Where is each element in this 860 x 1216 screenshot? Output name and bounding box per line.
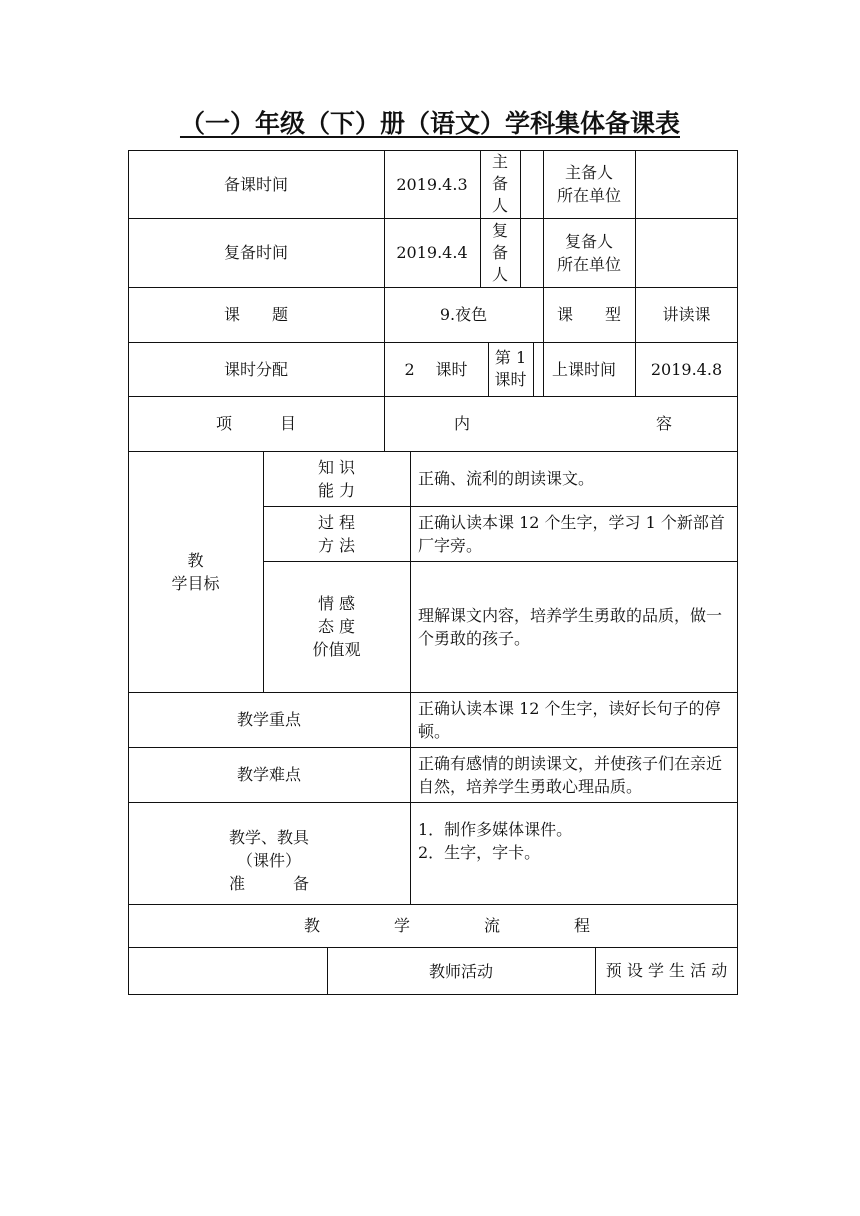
goal-process-label: 过 程 方 法 <box>317 512 356 555</box>
teacher-activity-header: 教师活动 <box>428 961 493 981</box>
goal-process-text: 正确认读本课 12 个生字，学习 1 个新部首厂字旁。 <box>418 512 725 555</box>
main-preparer-unit-value <box>635 150 738 218</box>
teaching-flow-header: 教 学 流 程 <box>304 916 590 935</box>
materials-item: 2．生字，字卡。 <box>418 843 541 862</box>
review-time-label: 复备时间 <box>223 243 288 262</box>
reviewer-unit-label: 复备人 所在单位 <box>556 231 621 274</box>
main-preparer-unit-label: 主备人 所在单位 <box>556 163 621 205</box>
class-time-value: 2019.4.8 <box>650 359 723 379</box>
review-date: 2019.4.4 <box>396 243 468 262</box>
lesson-type-label: 课 型 <box>556 305 621 324</box>
materials-list <box>410 802 738 904</box>
student-activity-header: 预 设 学 生 活 动 <box>605 961 728 980</box>
period-label: 课时分配 <box>223 359 288 379</box>
reviewer-unit-value <box>635 218 738 287</box>
teaching-goals-label: 教 学目标 <box>171 550 220 593</box>
col-divider <box>520 150 521 288</box>
prep-date: 2019.4.3 <box>396 174 468 194</box>
key-point-text: 正确认读本课 12 个生字，读好长句子的停顿。 <box>418 698 721 741</box>
materials-label: 教学、教具 （课件） 准 备 <box>228 827 309 893</box>
lesson-type-value: 讲读课 <box>662 305 711 324</box>
reviewer-label: 复 备 人 <box>491 220 508 284</box>
topic-value: 9.夜色 <box>439 305 488 324</box>
prep-time-label: 备课时间 <box>223 174 288 194</box>
difficulty-label: 教学难点 <box>236 765 301 784</box>
main-preparer-label: 主 备 人 <box>491 152 508 215</box>
period-count: 2 课时 <box>404 359 468 379</box>
key-point-label: 教学重点 <box>236 710 301 729</box>
content-header: 内 容 <box>454 414 672 433</box>
goal-attitude-label: 情 感 态 度 价值观 <box>312 594 361 659</box>
page-title: （一）年级（下）册（语文）学科集体备课表 <box>179 109 680 138</box>
period-which: 第 1 课时 <box>494 348 527 389</box>
goal-knowledge-label: 知 识 能 力 <box>317 457 356 500</box>
item-header: 项 目 <box>215 414 296 433</box>
materials-item: 1．制作多媒体课件。 <box>418 820 573 839</box>
goal-attitude-text: 理解课文内容，培养学生勇敢的品质，做一个勇敢的孩子。 <box>418 605 723 648</box>
topic-label: 课 题 <box>223 305 288 324</box>
class-time-label: 上课时间 <box>551 359 616 379</box>
goal-knowledge-text: 正确、流利的朗读课文。 <box>418 469 595 488</box>
difficulty-text: 正确有感情的朗读课文，并使孩子们在亲近自然，培养学生勇敢心理品质。 <box>418 753 723 796</box>
